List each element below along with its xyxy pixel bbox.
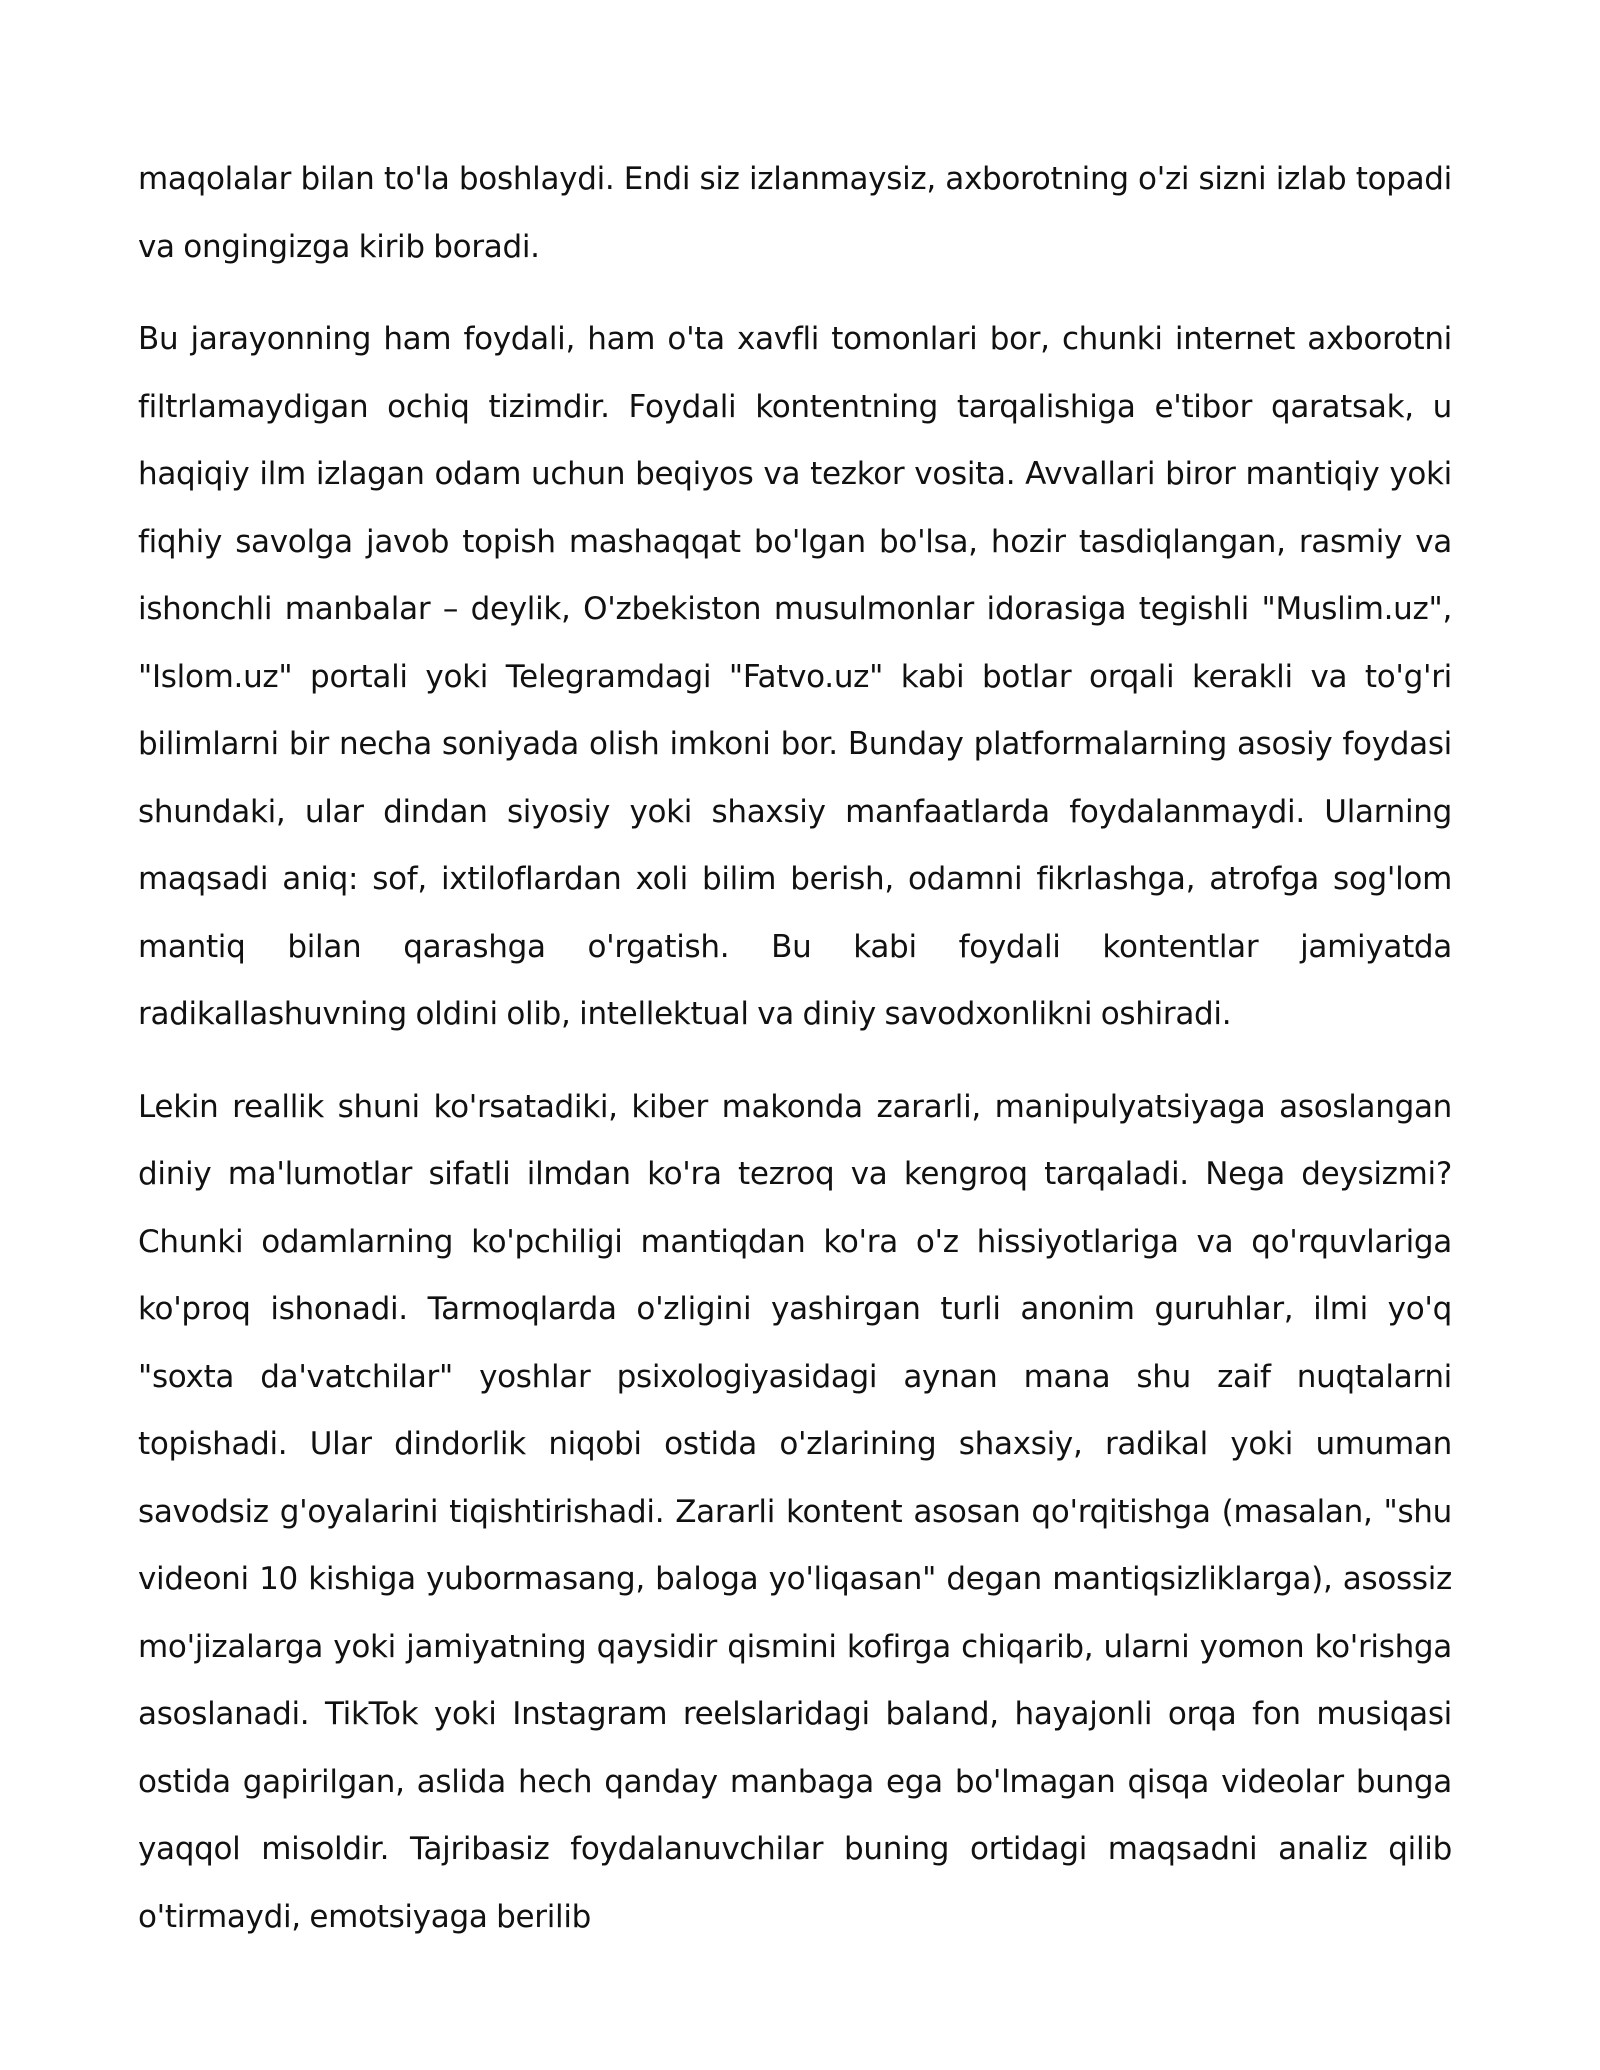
paragraph-2: Bu jarayonning ham foydali, ham o'ta xavfli tomonlari bor, chunki internet axborotni filtrlamaydigan ochiq tizimdir. Foydali kontentning tarqalishiga e'tibor qaratsak, u haqiqiy ilm izlagan odam uchun beqiyos va tezkor vosita. Avvallari biror mantiqiy yoki fiqhiy savolga javob topish mashaqqat bo'lgan bo'lsa, hozir tasdiqlangan, rasmiy va ishonchli manbalar – deylik, O'zbekiston musulmonlar idorasiga tegishli "Muslim.uz", "Islom.uz" portali yoki Telegramdagi "Fatvo.uz" kabi botlar orqali kerakli va to'g'ri bilimlarni bir necha soniyada olish imkoni bor. Bunday platformalarning asosiy foydasi shundaki, ular dindan siyosiy yoki shaxsiy manfaatlarda foydalanmaydi. Ularning maqsadi aniq: sof, ixtiloflardan xoli bilim berish, odamni fikrlashga, atrofga sog'lom mantiq bilan qarashga o'rgatish. Bu kabi foydali kontentlar jamiyatda radikallashuvning oldini olib, intellektual va diniy savodxonlikni oshiradi. [138,321,1452,1032]
paragraph-3: Lekin reallik shuni ko'rsatadiki, kiber makonda zararli, manipulyatsiyaga asoslangan diniy ma'lumotlar sifatli ilmdan ko'ra tezroq va kengroq tarqaladi. Nega deysizmi? Chunki odamlarning ko'pchiligi mantiqdan ko'ra o'z hissiyotlariga va qo'rquvlariga ko'proq ishonadi. Tarmoqlarda o'zligini yashirgan turli anonim guruhlar, ilmi yo'q "soxta da'vatchilar" yoshlar psixologiyasidagi aynan mana shu zaif nuqtalarni topishadi. Ular dindorlik niqobi ostida o'zlarining shaxsiy, radikal yoki umuman savodsiz g'oyalarini tiqishtirishadi. Zararli kontent asosan qo'rqitishga (masalan, "shu videoni 10 kishiga yubormasang, baloga yo'liqasan" degan mantiqsizliklarga), asossiz mo'jizalarga yoki jamiyatning qaysidir qismini kofirga chiqarib, ularni yomon ko'rishga asoslanadi. TikTok yoki Instagram reelslaridagi baland, hayajonli orqa fon musiqasi ostida gapirilgan, aslida hech qanday manbaga ega bo'lmagan qisqa videolar bunga yaqqol misoldir. Tajribasiz foydalanuvchilar buning ortidagi maqsadni analiz qilib o'tirmaydi, emotsiyaga berilib [138,1088,1452,1935]
paragraph-1: maqolalar bilan to'la boshlaydi. Endi siz izlanmaysiz, axborotning o'zi sizni izlab topadi va ongingizga kirib boradi. [138,161,1452,265]
document-body [138,146,1452,1976]
